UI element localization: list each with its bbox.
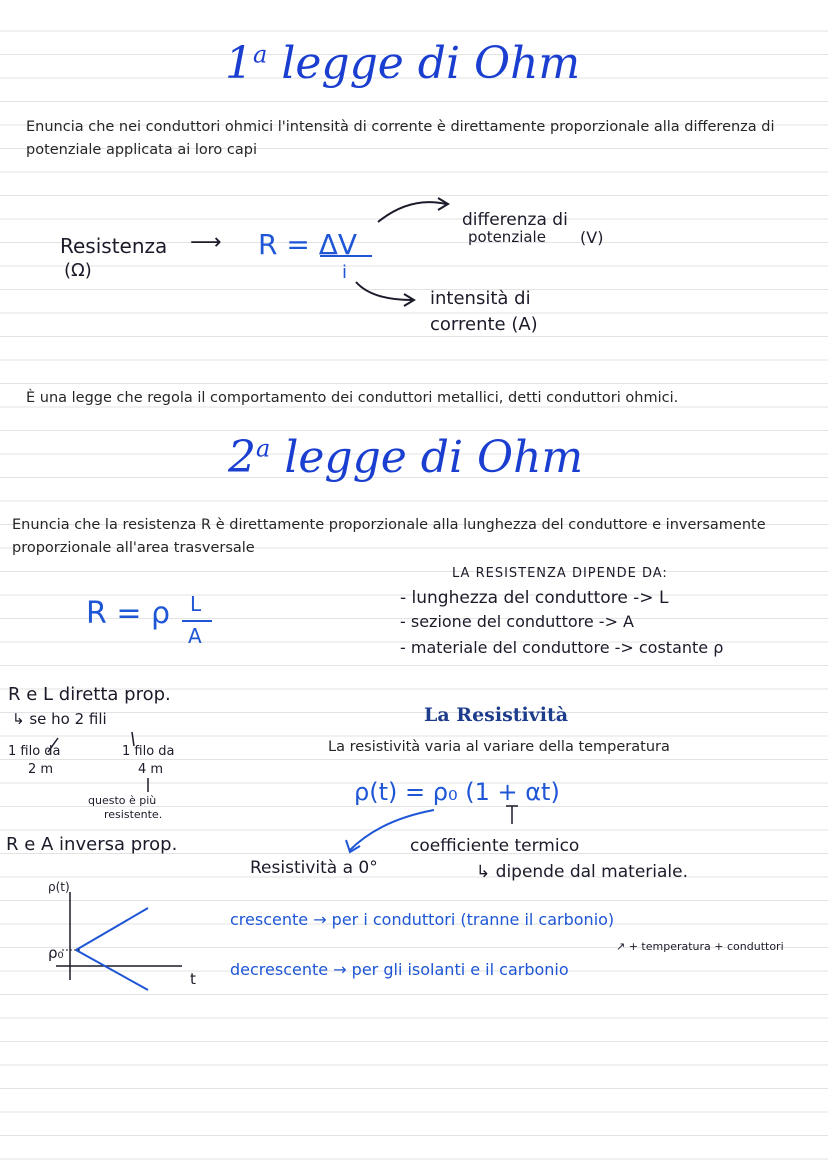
- resistenza-unit: (Ω): [64, 260, 92, 281]
- resistivita-heading: La Resistività: [424, 704, 569, 726]
- rho0-note: Resistività a 0°: [250, 858, 378, 878]
- note-piu-line2: resistente.: [104, 808, 163, 821]
- graph-x-label: t: [190, 970, 196, 988]
- filo2-arrow: [132, 732, 134, 746]
- intro-legge-2: Enuncia che la resistenza R è direttamente proporzionale alla lunghezza del conduttore e inversamente proporzionale all'area trasversale: [12, 517, 766, 556]
- resistivita-subtitle: La resistività varia al variare della temperatura: [328, 739, 670, 755]
- note-ra: R e A inversa prop.: [6, 834, 178, 855]
- note-piu-line1: questo è più: [88, 794, 157, 807]
- temp-note: ↗ + temperatura + conduttori: [616, 940, 784, 953]
- graph-line-decreasing: [76, 950, 148, 990]
- coeff-note: ↳ dipende dal materiale.: [476, 862, 688, 882]
- ddp-unit: (V): [580, 228, 604, 247]
- decrescente-text: decrescente → per gli isolanti e il carbonio: [230, 960, 569, 979]
- title-text: legge di Ohm: [284, 432, 584, 483]
- filo1-arrow: [48, 738, 58, 752]
- ohm-formula: R = ΔV: [258, 228, 358, 261]
- corrente-line1: intensità di: [430, 288, 531, 309]
- resistivita-formula: ρ(t) = ρ₀ (1 + αt): [354, 778, 560, 806]
- title-number: 1: [225, 38, 253, 89]
- title-number: 2: [228, 432, 256, 483]
- formula-resistenza-den: A: [188, 624, 202, 648]
- resistenza-arrow: ⟶: [190, 230, 222, 255]
- note-filo2-line2: 4 m: [138, 762, 164, 777]
- note-filo2-line1: 1 filo da: [122, 744, 175, 759]
- formula-resistenza: R = ρ: [86, 596, 171, 631]
- dipende-title: LA RESISTENZA DIPENDE DA:: [452, 566, 668, 581]
- intro-legge-1: Enuncia che nei conduttori ohmici l'intensità di corrente è direttamente proporzionale alla differenza di potenziale applicata ai loro capi: [26, 119, 775, 158]
- crescente-text: crescente → per i conduttori (tranne il carbonio): [230, 910, 615, 929]
- corrente-line2: corrente (A): [430, 314, 538, 335]
- arrow-to-ddp: [378, 202, 446, 222]
- dipende-item-sezione: - sezione del conduttore -> A: [400, 612, 634, 631]
- resistenza-label: Resistenza: [60, 234, 168, 258]
- note-filo1-line2: 2 m: [28, 762, 54, 777]
- title-superscript: a: [256, 434, 271, 463]
- note-rl: R e L diretta prop.: [8, 684, 171, 705]
- formula-resistenza-num: L: [190, 592, 202, 616]
- graph-line-increasing: [76, 908, 148, 950]
- coeff-label: coefficiente termico: [410, 836, 580, 856]
- title-text: legge di Ohm: [281, 38, 581, 89]
- note-filo1-line1: 1 filo da: [8, 744, 61, 759]
- dipende-item-lunghezza: - lunghezza del conduttore -> L: [400, 588, 669, 608]
- title-superscript: a: [253, 40, 268, 69]
- ddp-line1: differenza di: [462, 210, 568, 230]
- note-legge-1: È una legge che regola il comportamento dei conduttori metallici, detti conduttori ohmici.: [26, 390, 679, 406]
- ddp-line2: potenziale: [468, 228, 546, 246]
- arrow-rho0: [350, 810, 434, 850]
- note-fili: ↳ se ho 2 fili: [12, 710, 107, 728]
- graph-y-label: ρ(t): [48, 880, 70, 894]
- ohm-formula-denominator: i: [342, 262, 348, 283]
- dipende-item-materiale: - materiale del conduttore -> costante ρ: [400, 638, 724, 657]
- arrow-to-corrente: [356, 282, 412, 300]
- graph-rho0-label: ρ₀: [48, 944, 64, 962]
